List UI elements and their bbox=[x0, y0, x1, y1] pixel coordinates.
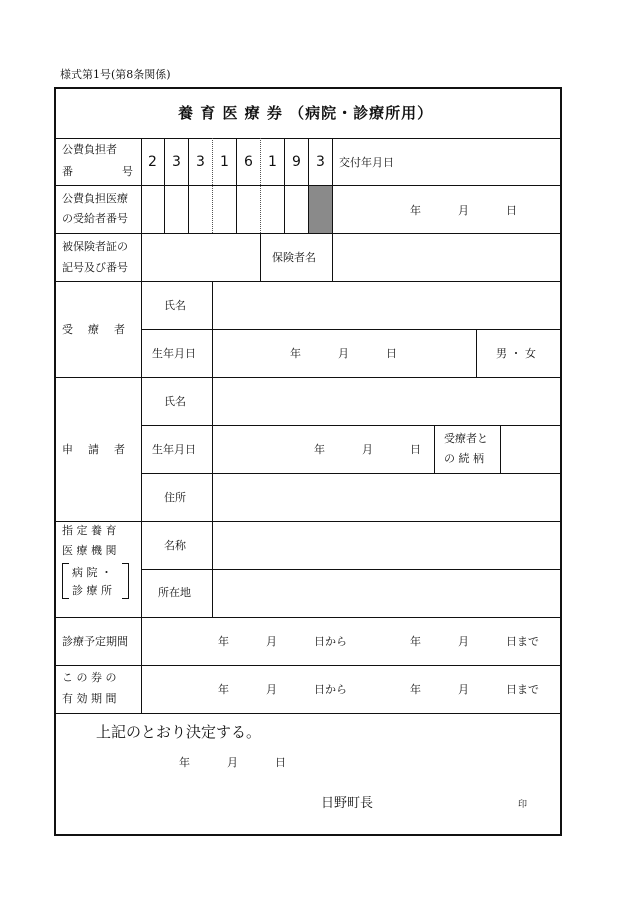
valid-from-year: 年 bbox=[218, 683, 229, 696]
payer-digit: 3 bbox=[196, 154, 205, 170]
payer-digit: 3 bbox=[172, 154, 181, 170]
applicant-dob-label: 生年月日 bbox=[152, 443, 196, 456]
planned-to-year: 年 bbox=[410, 635, 421, 648]
sex-options: 男 ・ 女 bbox=[496, 347, 536, 360]
border-right bbox=[560, 87, 562, 836]
seal-mark: 印 bbox=[518, 800, 528, 810]
rule bbox=[141, 473, 562, 474]
rule bbox=[260, 233, 261, 281]
patient-dob-day: 日 bbox=[386, 347, 397, 360]
applicant-dob-year: 年 bbox=[314, 443, 325, 456]
payer-digit: 2 bbox=[148, 154, 157, 170]
border-top bbox=[54, 87, 562, 89]
validity-label-line1: こ の 券 の bbox=[62, 671, 117, 684]
form-number-note: 様式第1号(第8条関係) bbox=[60, 68, 171, 81]
relation-label-line1: 受療者と bbox=[444, 432, 488, 445]
patient-dob-year: 年 bbox=[290, 347, 301, 360]
public-payer-label-line1: 公費負担者 bbox=[62, 143, 117, 156]
planned-from-day: 日から bbox=[314, 635, 347, 648]
rule bbox=[54, 617, 562, 618]
facility-label-line1: 指 定 養 育 bbox=[62, 524, 117, 537]
border-bottom bbox=[54, 834, 562, 836]
rule bbox=[54, 377, 562, 378]
patient-label: 受 療 者 bbox=[62, 323, 127, 336]
valid-to-year: 年 bbox=[410, 683, 421, 696]
medical-voucher-form bbox=[54, 87, 562, 836]
public-payer-label-go: 号 bbox=[122, 165, 133, 178]
planned-from-year: 年 bbox=[218, 635, 229, 648]
applicant-name-label: 氏名 bbox=[164, 395, 186, 408]
rule bbox=[141, 569, 562, 570]
patient-dob-month: 月 bbox=[338, 347, 349, 360]
rule bbox=[141, 425, 562, 426]
issue-month: 月 bbox=[458, 204, 469, 217]
patient-dob-label: 生年月日 bbox=[152, 347, 196, 360]
public-payer-label-ban: 番 bbox=[62, 165, 73, 178]
applicant-dob-day: 日 bbox=[410, 443, 421, 456]
rule bbox=[54, 713, 562, 714]
rule bbox=[434, 425, 435, 473]
payer-digit: 1 bbox=[220, 154, 229, 170]
planned-period-label: 診療予定期間 bbox=[62, 635, 128, 648]
issue-date-label: 交付年月日 bbox=[339, 156, 394, 169]
insured-label-line2: 記号及び番号 bbox=[62, 261, 128, 274]
dotted-rule bbox=[212, 138, 213, 233]
patient-name-label: 氏名 bbox=[164, 299, 186, 312]
right-bracket bbox=[122, 563, 129, 599]
issue-year: 年 bbox=[410, 204, 421, 217]
rule bbox=[164, 138, 165, 233]
facility-name-label: 名称 bbox=[164, 539, 186, 552]
validity-label-line2: 有 効 期 間 bbox=[62, 692, 117, 705]
recipient-number-label-line1: 公費負担医療 bbox=[62, 192, 128, 205]
rule bbox=[54, 665, 562, 666]
rule bbox=[54, 521, 562, 522]
facility-type-line2: 診 療 所 bbox=[72, 584, 112, 597]
valid-from-month: 月 bbox=[266, 683, 277, 696]
left-bracket bbox=[62, 563, 69, 599]
rule bbox=[188, 138, 189, 233]
insured-label-line1: 被保険者証の bbox=[62, 240, 128, 253]
planned-to-day: 日まで bbox=[506, 635, 539, 648]
decision-day: 日 bbox=[275, 756, 286, 769]
form-title: 養 育 医 療 券 （病院・診療所用） bbox=[178, 104, 434, 122]
rule bbox=[476, 329, 477, 377]
facility-type-line1: 病 院 ・ bbox=[72, 566, 112, 579]
shaded-check-digit-cell bbox=[309, 186, 332, 233]
mayor-title: 日野町長 bbox=[321, 796, 374, 811]
rule bbox=[284, 138, 285, 233]
planned-to-month: 月 bbox=[458, 635, 469, 648]
rule bbox=[332, 233, 333, 281]
payer-digit: 3 bbox=[316, 154, 325, 170]
applicant-label: 申 請 者 bbox=[62, 443, 127, 456]
rule bbox=[54, 233, 562, 234]
relation-label-line2: の 続 柄 bbox=[444, 452, 484, 465]
rule bbox=[212, 281, 213, 617]
payer-digit: 6 bbox=[244, 154, 253, 170]
facility-address-label: 所在地 bbox=[158, 586, 191, 599]
rule bbox=[141, 329, 562, 330]
applicant-dob-month: 月 bbox=[362, 443, 373, 456]
recipient-number-label-line2: の受給者番号 bbox=[62, 212, 128, 225]
decision-statement: 上記のとおり決定する。 bbox=[96, 723, 262, 741]
decision-month: 月 bbox=[227, 756, 238, 769]
valid-to-month: 月 bbox=[458, 683, 469, 696]
valid-to-day: 日まで bbox=[506, 683, 539, 696]
payer-digit: 1 bbox=[268, 154, 277, 170]
border-left bbox=[54, 87, 56, 836]
insurer-name-label: 保険者名 bbox=[272, 251, 316, 264]
rule bbox=[500, 425, 501, 473]
applicant-address-label: 住所 bbox=[164, 491, 186, 504]
rule bbox=[236, 138, 237, 233]
rule bbox=[54, 281, 562, 282]
decision-year: 年 bbox=[179, 756, 190, 769]
valid-from-day: 日から bbox=[314, 683, 347, 696]
dotted-rule bbox=[260, 138, 261, 233]
facility-label-line2: 医 療 機 関 bbox=[62, 544, 117, 557]
rule bbox=[141, 138, 142, 713]
issue-day: 日 bbox=[506, 204, 517, 217]
planned-from-month: 月 bbox=[266, 635, 277, 648]
payer-digit: 9 bbox=[292, 154, 301, 170]
